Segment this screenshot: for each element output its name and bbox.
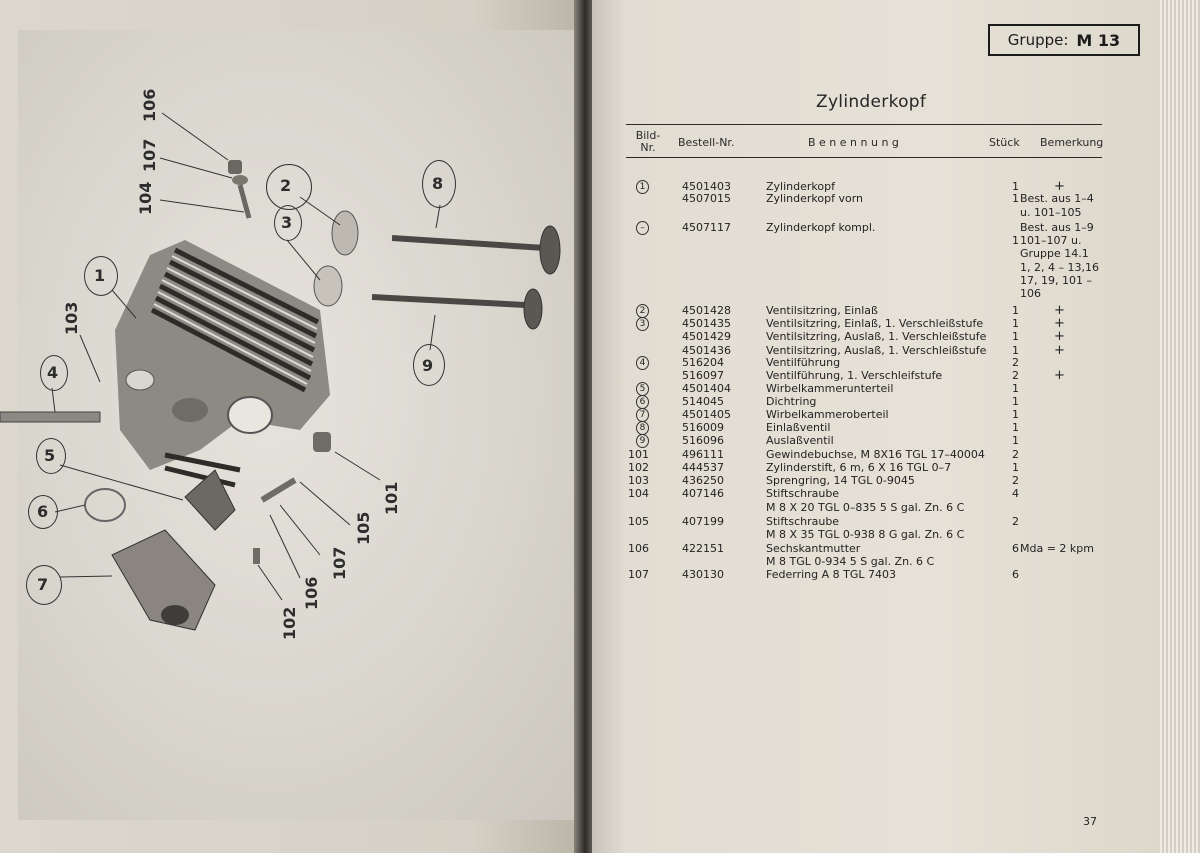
callout-8: 8	[432, 174, 444, 193]
bemerkung-cross: +	[1054, 368, 1065, 383]
benennung: Gewindebuchse, M 8X16 TGL 17–40004	[766, 448, 985, 461]
header-stueck: Stück	[989, 136, 1020, 149]
header-bild-nr: Bild- Nr.	[635, 129, 661, 154]
benennung: Auslaßventil	[766, 434, 834, 447]
header-bemerkung: Bemerkung	[1040, 136, 1104, 149]
callout-6: 6	[37, 502, 49, 521]
stueck: 1	[1012, 421, 1019, 434]
benennung: Zylinderkopf	[766, 180, 835, 193]
callout-106-bottom: 106	[302, 576, 321, 610]
bild-nr-circle: 4	[636, 356, 649, 370]
callout-107-top: 107	[140, 138, 159, 172]
stueck: 2	[1012, 448, 1019, 461]
bestell-nr: 4501429	[682, 330, 731, 343]
bestell-nr: 4501436	[682, 344, 731, 357]
callout-102: 102	[280, 606, 299, 640]
group-label: Gruppe:	[1007, 31, 1069, 49]
bestell-nr: 4501403	[682, 180, 731, 193]
gasket-ring-6	[85, 489, 125, 521]
callout-1: 1	[94, 266, 106, 285]
callout-7: 7	[37, 575, 49, 594]
stueck: 2	[1012, 515, 1019, 528]
cylinder-pin-102	[253, 548, 260, 564]
benennung: Federring A 8 TGL 7403	[766, 568, 896, 581]
callout-5: 5	[44, 446, 56, 465]
stueck: 1	[1012, 434, 1019, 447]
spring-washer-107	[232, 175, 248, 185]
bemerkung-cross: +	[1054, 303, 1065, 318]
bestell-nr: 516009	[682, 421, 724, 434]
benennung: Ventilsitzring, Einlaß	[766, 304, 878, 317]
benennung: Einlaßventil	[766, 421, 831, 434]
callout-107-bottom: 107	[330, 546, 349, 580]
bemerkung: Best. aus 1–4	[1020, 192, 1094, 205]
bemerkung: u. 101–105	[1020, 206, 1082, 219]
bestell-nr: 4501435	[682, 317, 731, 330]
bild-nr-circle: 3	[636, 317, 649, 331]
bild-nr: 102	[628, 461, 649, 474]
bestell-nr: 4501428	[682, 304, 731, 317]
callout-2: 2	[280, 176, 292, 195]
callout-101: 101	[382, 481, 401, 515]
threaded-bushing-101	[313, 432, 331, 452]
bestell-nr: 436250	[682, 474, 724, 487]
bestell-nr: 4507117	[682, 221, 731, 234]
stud-104	[240, 185, 249, 218]
bestell-nr: 430130	[682, 568, 724, 581]
stueck: 1	[1012, 344, 1019, 357]
bild-nr-circle: 1	[636, 180, 649, 194]
bestell-nr: 422151	[682, 542, 724, 555]
bestell-nr: 496111	[682, 448, 724, 461]
bestell-nr: 407146	[682, 487, 724, 500]
bild-nr-circle: 8	[636, 421, 649, 435]
benennung: Ventilsitzring, Einlaß, 1. Verschleißstufe	[766, 317, 984, 330]
benennung: Sprengring, 14 TGL 0-9045	[766, 474, 915, 487]
header-benennung: B e n e n n u n g	[808, 136, 899, 149]
bestell-nr: 4501405	[682, 408, 731, 421]
bestell-nr: 516097	[682, 369, 724, 382]
stueck: 1	[1012, 180, 1019, 193]
valve-seat-ring-3	[314, 266, 342, 306]
benennung: Ventilführung, 1. Verschleifstufe	[766, 369, 943, 382]
stueck: 1	[1012, 234, 1019, 247]
bemerkung: Best. aus 1–9	[1020, 221, 1094, 234]
bild-nr: 101	[628, 448, 649, 461]
stueck: 1	[1012, 304, 1019, 317]
bestell-nr: 4501404	[682, 382, 731, 395]
stueck: 1	[1012, 382, 1019, 395]
bestell-nr: 407199	[682, 515, 724, 528]
benennung: Stiftschraube	[766, 515, 840, 528]
benennung: M 8 TGL 0-934 5 S gal. Zn. 6 C	[766, 555, 935, 568]
bild-nr: 107	[628, 568, 649, 581]
bemerkung-cross: +	[1054, 343, 1065, 358]
stueck: 4	[1012, 487, 1019, 500]
bild-nr-circle: 7	[636, 408, 649, 422]
benennung: Dichtring	[766, 395, 817, 408]
bemerkung-cross: +	[1054, 179, 1065, 194]
stueck: 1	[1012, 330, 1019, 343]
bemerkung: Mda = 2 kpm	[1020, 542, 1094, 555]
page-number: 37	[1083, 815, 1097, 828]
swirl-chamber-lower-5	[185, 470, 235, 530]
bestell-nr: 516204	[682, 356, 724, 369]
page-title: Zylinderkopf	[816, 92, 927, 112]
bild-nr-circle: 5	[636, 382, 649, 396]
stud-105	[262, 480, 295, 500]
benennung: Zylinderkopf vorn	[766, 192, 864, 205]
callout-105: 105	[354, 511, 373, 545]
valve-9	[372, 289, 542, 329]
bestell-nr: 516096	[682, 434, 724, 447]
benennung: M 8 X 20 TGL 0–835 5 S gal. Zn. 6 C	[766, 501, 965, 514]
bestell-nr: 444537	[682, 461, 724, 474]
stueck: 2	[1012, 356, 1019, 369]
bild-nr-circle: 9	[636, 434, 649, 448]
table-header-rule	[626, 157, 1102, 158]
benennung: Zylinderstift, 6 m, 6 X 16 TGL 0–7	[766, 461, 952, 474]
right-page	[592, 0, 1164, 853]
stueck: 1	[1012, 395, 1019, 408]
callout-3: 3	[281, 213, 293, 232]
bemerkung: 106	[1020, 287, 1041, 300]
bemerkung: 17, 19, 101 –	[1020, 274, 1092, 287]
bestell-nr: 4507015	[682, 192, 731, 205]
cylinder-head	[115, 240, 330, 485]
bemerkung-cross: +	[1054, 329, 1065, 344]
bemerkung: Gruppe 14.1	[1020, 247, 1089, 260]
callout-104: 104	[136, 181, 155, 215]
header-bestell-nr: Bestell-Nr.	[678, 136, 735, 149]
benennung: Wirbelkammerunterteil	[766, 382, 894, 395]
benennung: Ventilsitzring, Auslaß, 1. Verschleißstufe	[766, 344, 987, 357]
callout-4: 4	[47, 363, 59, 382]
bild-nr-circle: 2	[636, 304, 649, 318]
page-edges	[1160, 0, 1200, 853]
table-top-rule	[626, 124, 1102, 125]
bemerkung-cross: +	[1054, 316, 1065, 331]
bild-nr: 104	[628, 487, 649, 500]
bemerkung: 1, 2, 4 – 13,16	[1020, 261, 1099, 274]
nut-106	[228, 160, 242, 174]
bild-nr: 106	[628, 542, 649, 555]
callout-106-top: 106	[140, 88, 159, 122]
group-label-box	[988, 24, 1140, 56]
bestell-nr: 514045	[682, 395, 724, 408]
bild-nr: 103	[628, 474, 649, 487]
swirl-chamber-bore	[161, 605, 189, 625]
stueck: 2	[1012, 474, 1019, 487]
stueck: 1	[1012, 192, 1019, 205]
valve-guide-4	[0, 412, 100, 422]
group-code: M 13	[1076, 30, 1121, 50]
stueck: 1	[1012, 408, 1019, 421]
benennung: Stiftschraube	[766, 487, 840, 500]
bild-nr-circle: 6	[636, 395, 649, 409]
stueck: 2	[1012, 369, 1019, 382]
exploded-view-drawing	[0, 0, 588, 853]
valve-8	[392, 226, 560, 274]
benennung: Ventilführung	[766, 356, 841, 369]
bemerkung: 101–107 u.	[1020, 234, 1082, 247]
stueck: 1	[1012, 461, 1019, 474]
bild-nr: 105	[628, 515, 649, 528]
benennung: Wirbelkammeroberteil	[766, 408, 889, 421]
valve-seat-ring-2	[332, 211, 358, 255]
benennung: Sechskantmutter	[766, 542, 861, 555]
callout-103: 103	[62, 301, 81, 335]
benennung: Zylinderkopf kompl.	[766, 221, 876, 234]
benennung: Ventilsitzring, Auslaß, 1. Verschleißstufe	[766, 330, 987, 343]
bild-nr-circle: –	[636, 221, 649, 235]
stueck: 1	[1012, 317, 1019, 330]
stueck: 6	[1012, 542, 1019, 555]
stueck: 6	[1012, 568, 1019, 581]
callout-9: 9	[422, 356, 434, 375]
benennung: M 8 X 35 TGL 0-938 8 G gal. Zn. 6 C	[766, 528, 965, 541]
